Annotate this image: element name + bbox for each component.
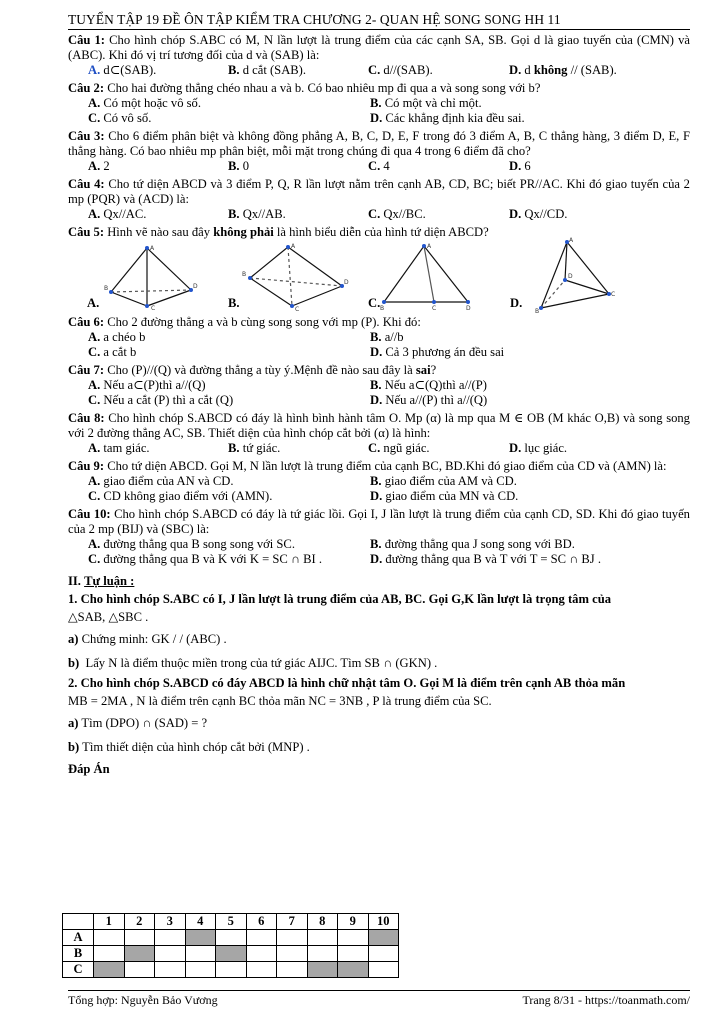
option-text: Có một và chỉ một. xyxy=(384,96,482,110)
option-text: 6 xyxy=(524,159,531,173)
question-text: Cho hình chóp S.ABCD có đáy là hình bình hành tâm O. Mp (α) là mp qua M ∈ OB (M khác O,B) và song song với 2 đường thẳng AC, SB. Thiết diện của hình chóp cắt bởi (α) là hình: xyxy=(68,411,690,440)
option xyxy=(88,207,228,222)
option-key: A. xyxy=(88,441,101,455)
answer-cell xyxy=(338,962,369,978)
options-7 xyxy=(68,378,690,408)
fig-c-label: C. xyxy=(368,296,381,310)
answer-cell xyxy=(368,962,399,978)
option-key: B. xyxy=(228,63,240,77)
option-text: CD không giao điểm với (AMN). xyxy=(103,489,273,503)
table-corner xyxy=(63,914,94,930)
fig-a-label: A. xyxy=(87,296,100,310)
option xyxy=(88,441,228,456)
option xyxy=(509,441,649,456)
option-key: A. xyxy=(88,474,101,488)
option-key: A. xyxy=(88,96,101,110)
page xyxy=(68,12,690,777)
option-text: d cắt (SAB). xyxy=(242,63,307,77)
question-label: Câu 2: xyxy=(68,81,105,95)
option-text: Nếu a cắt (P) thì a cắt (Q) xyxy=(103,393,234,407)
section-roman: II. xyxy=(68,574,81,588)
fig-d-vertex: A xyxy=(569,237,574,244)
question-label: Câu 10: xyxy=(68,507,111,521)
essay-p1-triangles: △SAB, △SBC . xyxy=(68,610,149,624)
table-col-header: 6 xyxy=(246,914,277,930)
option xyxy=(228,63,368,78)
option xyxy=(370,111,650,126)
option-text: đường thẳng qua J song song với BD. xyxy=(384,537,575,551)
option-key: C. xyxy=(368,159,381,173)
answer-cell xyxy=(246,946,277,962)
options-8 xyxy=(68,441,690,456)
option-key: B. xyxy=(370,96,382,110)
answer-cell xyxy=(277,946,308,962)
table-row-header: C xyxy=(63,962,94,978)
option-text: ngũ giác. xyxy=(383,441,430,455)
fig-c-vertex: D xyxy=(466,305,471,312)
option-text: Cả 3 phương án đều sai xyxy=(385,345,505,359)
question-text: Cho hình chóp S.ABC có M, N lần lượt là trung điểm của các cạnh SA, SB. Gọi d là giao tuyến của (CMN) và (ABC). Khi đó vị trí tương đối của d và (SAB) là: xyxy=(68,33,690,62)
option xyxy=(88,393,370,408)
fig-d-vertex: C xyxy=(611,291,616,298)
options-1 xyxy=(68,63,690,78)
option-key: B. xyxy=(370,537,382,551)
table-col-header: 10 xyxy=(368,914,399,930)
option xyxy=(370,345,650,360)
option-strong: không xyxy=(533,63,568,77)
option-text: Qx//BC. xyxy=(383,207,426,221)
options-3 xyxy=(68,159,690,174)
table-row xyxy=(63,962,399,978)
option xyxy=(88,537,370,552)
option-key: A. xyxy=(88,378,101,392)
fig-d-vertex: B xyxy=(535,308,540,315)
option-text: lục giác. xyxy=(524,441,568,455)
option-text: Qx//CD. xyxy=(524,207,568,221)
questions-list xyxy=(68,33,690,567)
essay-p1b: Lấy N là điểm thuộc miền trong của tứ giác AIJC. Tìm SB ∩ (GKN) . xyxy=(85,656,438,670)
option-key: B. xyxy=(370,330,382,344)
answer-cell xyxy=(246,962,277,978)
option xyxy=(88,63,228,78)
option-text: Các khẳng định kia đều sai. xyxy=(385,111,525,125)
option-key: D. xyxy=(509,207,522,221)
figure-a xyxy=(103,242,203,312)
option xyxy=(228,159,368,174)
option-key: C. xyxy=(88,552,101,566)
question-label: Câu 3: xyxy=(68,129,105,143)
question-text-strong: sai xyxy=(415,363,431,377)
option-text: tứ giác. xyxy=(242,441,281,455)
options-10 xyxy=(68,537,690,567)
table-col-header: 9 xyxy=(338,914,369,930)
option xyxy=(509,207,649,222)
essay-p2: 2. Cho hình chóp S.ABCD có đáy ABCD là hình chữ nhật tâm O. Gọi M là điểm trên cạnh AB thỏa mãn xyxy=(68,676,626,690)
answer-cell xyxy=(124,930,155,946)
answer-cell xyxy=(246,930,277,946)
option-text: giao điểm của AN và CD. xyxy=(103,474,234,488)
option xyxy=(88,489,370,504)
question-10 xyxy=(68,507,690,537)
answer-title: Đáp Án xyxy=(68,762,110,776)
answer-cell xyxy=(277,930,308,946)
option-key: D. xyxy=(509,63,522,77)
table-row xyxy=(63,930,399,946)
question-text-strong: không phải xyxy=(213,225,274,239)
table-col-header: 2 xyxy=(124,914,155,930)
options-4 xyxy=(68,207,690,222)
answer-cell xyxy=(368,946,399,962)
option xyxy=(370,489,650,504)
option-key: B. xyxy=(370,378,382,392)
option-text: 4 xyxy=(383,159,390,173)
essay-p1a: Chứng minh: GK / / (ABC) . xyxy=(81,632,227,646)
option xyxy=(370,552,650,567)
essay-p2b: Tìm thiết diện của hình chóp cắt bởi (MNP) . xyxy=(82,740,310,754)
essay-p2b-label: b) xyxy=(68,740,80,754)
question-4 xyxy=(68,177,690,207)
answer-cell xyxy=(124,946,155,962)
fig-a-vertex: D xyxy=(193,283,198,290)
table-row-header: A xyxy=(63,930,94,946)
option-key: D. xyxy=(509,441,522,455)
fig-a-vertex: C xyxy=(151,305,156,312)
option-text: a chéo b xyxy=(103,330,146,344)
answer-cell xyxy=(338,946,369,962)
option-text: d⊂(SAB). xyxy=(103,63,157,77)
option-text: giao điểm của AM và CD. xyxy=(384,474,517,488)
figure-d xyxy=(523,236,623,316)
table-col-header: 3 xyxy=(155,914,186,930)
answer-cell xyxy=(94,962,125,978)
option-text: Qx//AB. xyxy=(242,207,286,221)
option xyxy=(88,330,370,345)
option xyxy=(88,474,370,489)
option-key: B. xyxy=(370,474,382,488)
answer-cell xyxy=(307,962,338,978)
answer-cell xyxy=(185,946,216,962)
question-text: Cho 6 điểm phân biệt và không đồng phẳng A, B, C, D, E, F trong đó 3 điểm A, B, C thẳng hàng, 3 điểm D, E, F thẳng hàng. Có bao nhiêu mp phân biệt, mỗi mặt trong chúng đi qua 4 trong 6 điểm đã cho? xyxy=(68,129,691,158)
question-label: Câu 7: xyxy=(68,363,105,377)
option xyxy=(368,159,509,174)
essay-p2-cont: MB = 2MA , N là điểm trên cạnh BC thỏa mãn NC = 3NB , P là trung điểm của SC. xyxy=(68,694,492,708)
section-title: Tự luận : xyxy=(84,574,135,588)
option-text: đường thẳng qua B song song với SC. xyxy=(103,537,295,551)
option-text: đường thẳng qua B và K với K = SC ∩ BI . xyxy=(103,552,323,566)
options-2 xyxy=(68,96,690,126)
option-text: d xyxy=(524,63,534,77)
option-key: D. xyxy=(370,393,383,407)
option-text: tam giác. xyxy=(103,441,150,455)
fig-d-label: D. xyxy=(510,296,523,310)
option-text: // (SAB). xyxy=(567,63,617,77)
option-text: giao điểm của MN và CD. xyxy=(385,489,519,503)
question-label: Câu 8: xyxy=(68,411,105,425)
question-text: Cho 2 đường thẳng a và b cùng song song với mp (P). Khi đó: xyxy=(107,315,421,329)
option-key: D. xyxy=(370,111,383,125)
option xyxy=(370,537,650,552)
essay-p2a: Tìm (DPO) ∩ (SAD) = ? xyxy=(81,716,208,730)
option-text: đường thẳng qua B và T với T = SC ∩ BJ . xyxy=(385,552,601,566)
options-6 xyxy=(68,330,690,360)
question-text: Cho tứ diện ABCD. Gọi M, N lần lượt là trung điểm của cạnh BC, BD.Khi đó giao điểm của CD và (AMN) là: xyxy=(107,459,667,473)
question-label: Câu 1: xyxy=(68,33,105,47)
option-text: Có vô số. xyxy=(103,111,152,125)
answer-cell xyxy=(155,946,186,962)
option-key: C. xyxy=(88,345,101,359)
option-key: C. xyxy=(368,441,381,455)
option xyxy=(88,552,370,567)
option-key: D. xyxy=(370,345,383,359)
answer-cell xyxy=(94,930,125,946)
option-text: Có một hoặc vô số. xyxy=(103,96,202,110)
option-text: Nếu a⊂(Q)thì a//(P) xyxy=(384,378,487,392)
answer-cell xyxy=(155,930,186,946)
option-text: Qx//AC. xyxy=(103,207,147,221)
option xyxy=(88,96,370,111)
figure-b xyxy=(240,242,350,312)
table-col-header: 7 xyxy=(277,914,308,930)
fig-b-vertex: A xyxy=(291,243,296,250)
answer-cell xyxy=(185,962,216,978)
option-key: C. xyxy=(88,489,101,503)
figure-c xyxy=(376,242,476,312)
answer-table xyxy=(62,913,399,978)
option-key: D. xyxy=(509,159,522,173)
question-text: Cho hình chóp S.ABCD có đáy là tứ giác lồi. Gọi I, J lần lượt là trung điểm của cạnh CD, SD. Khi đó giao tuyến của 2 mp (BIJ) và (SBC) là: xyxy=(68,507,690,536)
question-text-post: là hình biểu diễn của hình tứ diện ABCD? xyxy=(273,225,489,239)
answer-cell xyxy=(124,962,155,978)
option xyxy=(370,474,650,489)
fig-c-vertex: B xyxy=(380,305,385,312)
option-key: A. xyxy=(88,330,101,344)
option-key: B. xyxy=(228,441,240,455)
option xyxy=(88,345,370,360)
option-key: A. xyxy=(88,159,101,173)
page-header: TUYỂN TẬP 19 ĐỀ ÔN TẬP KIỂM TRA CHƯƠNG 2- QUAN HỆ SONG SONG HH 11 xyxy=(68,12,690,30)
option xyxy=(88,159,228,174)
answer-cell xyxy=(277,962,308,978)
essay-section xyxy=(68,573,690,777)
fig-a-vertex: B xyxy=(104,285,109,292)
question-text-post: ? xyxy=(430,363,437,377)
option-key: B. xyxy=(228,207,240,221)
question-6 xyxy=(68,315,690,330)
essay-p1a-label: a) xyxy=(68,632,79,646)
footer-author: Tổng hợp: Nguyễn Bảo Vương xyxy=(68,993,218,1007)
options-9 xyxy=(68,474,690,504)
question-label: Câu 6: xyxy=(68,315,105,329)
fig-c-vertex: A xyxy=(427,243,432,250)
question-label: Câu 5: xyxy=(68,225,105,239)
footer-page: Trang 8/31 - https://toanmath.com/ xyxy=(522,993,690,1007)
option-key: B. xyxy=(228,159,240,173)
fig-a-vertex: A xyxy=(150,245,155,252)
question-text-pre: Cho (P)//(Q) và đường thẳng a tùy ý.Mệnh đề nào sau đây là xyxy=(107,363,416,377)
option-text: d//(SAB). xyxy=(383,63,433,77)
fig-b-vertex: D xyxy=(344,279,349,286)
question-7 xyxy=(68,363,690,378)
option xyxy=(370,393,650,408)
option-text: Nếu a⊂(P)thì a//(Q) xyxy=(103,378,206,392)
answer-cell xyxy=(216,962,247,978)
answer-cell xyxy=(185,930,216,946)
question-label: Câu 4: xyxy=(68,177,105,191)
question-2 xyxy=(68,81,690,96)
option-text: 2 xyxy=(103,159,110,173)
option-key: C. xyxy=(88,393,101,407)
option xyxy=(368,207,509,222)
fig-b-label: B. xyxy=(228,296,240,310)
answer-cell xyxy=(307,930,338,946)
option-key: A. xyxy=(88,207,101,221)
question-text: Cho hai đường thẳng chéo nhau a và b. Có bao nhiêu mp đi qua a và song song với b? xyxy=(107,81,541,95)
fig-b-vertex: B xyxy=(242,271,247,278)
essay-p1b-label: b) xyxy=(68,656,80,670)
answer-cell xyxy=(307,946,338,962)
answer-cell xyxy=(216,930,247,946)
question-1 xyxy=(68,33,690,63)
fig-d-vertex: D xyxy=(568,273,573,280)
fig-b-vertex: C xyxy=(295,306,300,312)
answer-cell xyxy=(216,946,247,962)
question-text: Cho tứ diện ABCD và 3 điểm P, Q, R lần lượt nằm trên cạnh AB, CD, BC; biết PR//AC. Khi đó giao tuyến của 2 mp (PQR) và (ACD) là: xyxy=(68,177,690,206)
table-row-header: B xyxy=(63,946,94,962)
option xyxy=(88,111,370,126)
option-text: a//b xyxy=(384,330,404,344)
option xyxy=(370,378,650,393)
option-key: C. xyxy=(368,207,381,221)
option xyxy=(228,207,368,222)
answer-cell xyxy=(338,930,369,946)
tetrahedron-figures xyxy=(68,237,690,315)
table-row xyxy=(63,946,399,962)
option xyxy=(228,441,368,456)
option xyxy=(370,330,650,345)
page-footer xyxy=(68,990,690,1008)
option xyxy=(368,63,509,78)
table-col-header: 5 xyxy=(216,914,247,930)
question-3 xyxy=(68,129,690,159)
option-key: D. xyxy=(370,552,383,566)
fig-c-vertex: C xyxy=(432,305,437,312)
question-label: Câu 9: xyxy=(68,459,105,473)
question-9 xyxy=(68,459,690,474)
option-text: a cắt b xyxy=(103,345,137,359)
option-text: 0 xyxy=(242,159,250,173)
table-col-header: 1 xyxy=(94,914,125,930)
option-key: D. xyxy=(370,489,383,503)
option-key: C. xyxy=(368,63,381,77)
answer-cell xyxy=(94,946,125,962)
option xyxy=(509,159,649,174)
option xyxy=(88,378,370,393)
table-col-header: 4 xyxy=(185,914,216,930)
table-col-header: 8 xyxy=(307,914,338,930)
essay-p1: 1. Cho hình chóp S.ABC có I, J lần lượt là trung điểm của AB, BC. Gọi G,K lần lượt là trọng tâm của xyxy=(68,592,612,606)
essay-p2a-label: a) xyxy=(68,716,79,730)
option-key: A. xyxy=(88,537,101,551)
answer-cell xyxy=(368,930,399,946)
option xyxy=(368,441,509,456)
option xyxy=(509,63,649,78)
question-text-pre: Hình vẽ nào sau đây xyxy=(107,225,214,239)
option xyxy=(370,96,650,111)
option-text: Nếu a//(P) thì a//(Q) xyxy=(385,393,488,407)
option-key: A. xyxy=(88,63,101,77)
answer-cell xyxy=(155,962,186,978)
option-key: C. xyxy=(88,111,101,125)
question-8 xyxy=(68,411,690,441)
